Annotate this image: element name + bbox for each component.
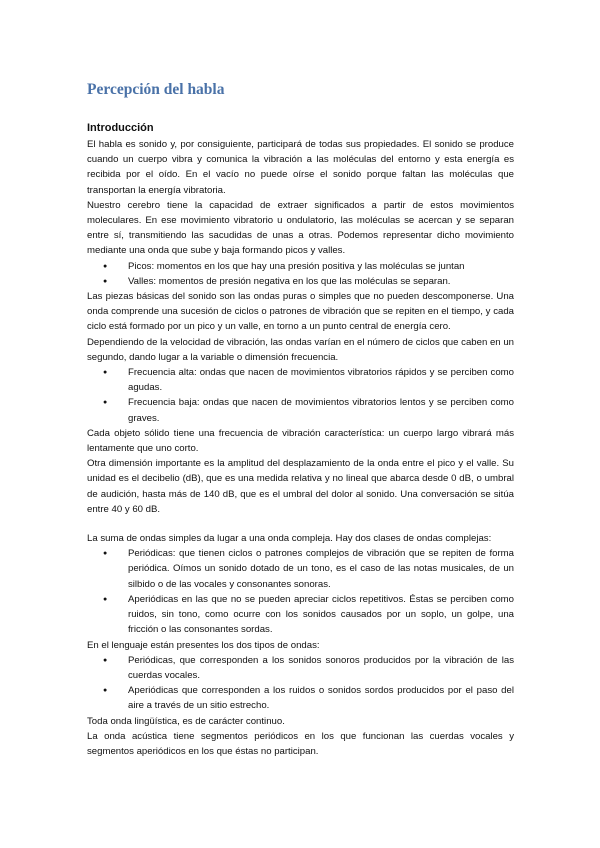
section-heading: Introducción [87, 122, 154, 134]
paragraph: Otra dimensión importante es la amplitud del desplazamiento de la onda entre el pico y el valle. Su unidad es el decibelio (dB), que es una medida relativa y no lineal que abarca desde 0 dB, o umbral de audición, hasta más de 140 dB, que es el umbral del dolor al sonido. Una conversación se sitúa entre 40 y 60 dB. [87, 458, 514, 515]
paragraph: En el lenguaje están presentes los dos tipos de ondas: [87, 639, 320, 651]
bullet-list [87, 546, 514, 637]
paragraph: Las piezas básicas del sonido son las ondas puras o simples que no pueden descomponerse. Una onda comprende una sucesión de ciclos o patrones de vibración que se repiten en el tiempo, y cada ciclo está formado por un pico y un valle, en torno a un punto central de energía cero. [87, 291, 514, 333]
document-title: Percepción del habla [87, 81, 225, 98]
list-item: ● Periódicas: que tienen ciclos o patrones complejos de vibración que se repiten de forma periódica. Oímos un sonido dotado de un tono, es el caso de las notas musicales, de un silbido o de las vocales y consonantes sonoras. [99, 546, 514, 592]
paragraph: Toda onda lingüística, es de carácter continuo. [87, 715, 285, 727]
bullet-list [87, 259, 514, 289]
spacer [87, 517, 514, 531]
list-item: ● Periódicas, que corresponden a los sonidos sonoros producidos por la vibración de las cuerdas vocales. [99, 653, 514, 683]
list-item: ● Aperiódicas en las que no se pueden apreciar ciclos repetitivos. Éstas se perciben como ruidos, sin tono, como ocurre con los sonidos causados por un soplo, un golpe, una fricción o las consonantes sordas. [99, 592, 514, 638]
paragraph: Cada objeto sólido tiene una frecuencia de vibración característica: un cuerpo largo vibrará más lentamente que uno corto. [87, 427, 514, 455]
list-item: ● Frecuencia alta: ondas que nacen de movimientos vibratorios rápidos y se perciben como agudas. [99, 365, 514, 395]
paragraph: Nuestro cerebro tiene la capacidad de extraer significados a partir de estos movimientos moleculares. En ese movimiento vibratorio u ondulatorio, las moléculas se acercan y se separan entre sí, transmitiendo las sacudidas de unas a otras. Podemos representar dicho movimiento mediante una onda que sube y baja formando picos y valles. [87, 199, 514, 257]
paragraph: El habla es sonido y, por consiguiente, participará de todas sus propiedades. El sonido se produce cuando un cuerpo vibra y comunica la vibración a las moléculas del entorno y esta energía es recibida por el oído. En el vacío no puede oírse el sonido porque faltan las moléculas que transportan la energía vibratoria. [87, 139, 514, 196]
list-item: ● Picos: momentos en los que hay una presión positiva y las moléculas se juntan [99, 259, 514, 274]
paragraph: La onda acústica tiene segmentos periódicos en los que funcionan las cuerdas vocales y segmentos aperiódicos en los que éstas no participan. [87, 730, 514, 757]
list-item: ● Frecuencia baja: ondas que nacen de movimientos vibratorios lentos y se perciben como graves. [99, 395, 514, 425]
paragraph: Dependiendo de la velocidad de vibración, las ondas varían en el número de ciclos que caben en un segundo, dando lugar a la variable o dimensión frecuencia. [87, 336, 514, 363]
bullet-list [87, 653, 514, 714]
paragraph: La suma de ondas simples da lugar a una onda compleja. Hay dos clases de ondas complejas: [87, 533, 492, 545]
list-item: ● Aperiódicas que corresponden a los ruidos o sonidos sordos producidos por el paso del aire a través de un sitio estrecho. [99, 683, 514, 713]
list-item: ● Valles: momentos de presión negativa en los que las moléculas se separan. [99, 274, 514, 289]
bullet-list [87, 365, 514, 426]
